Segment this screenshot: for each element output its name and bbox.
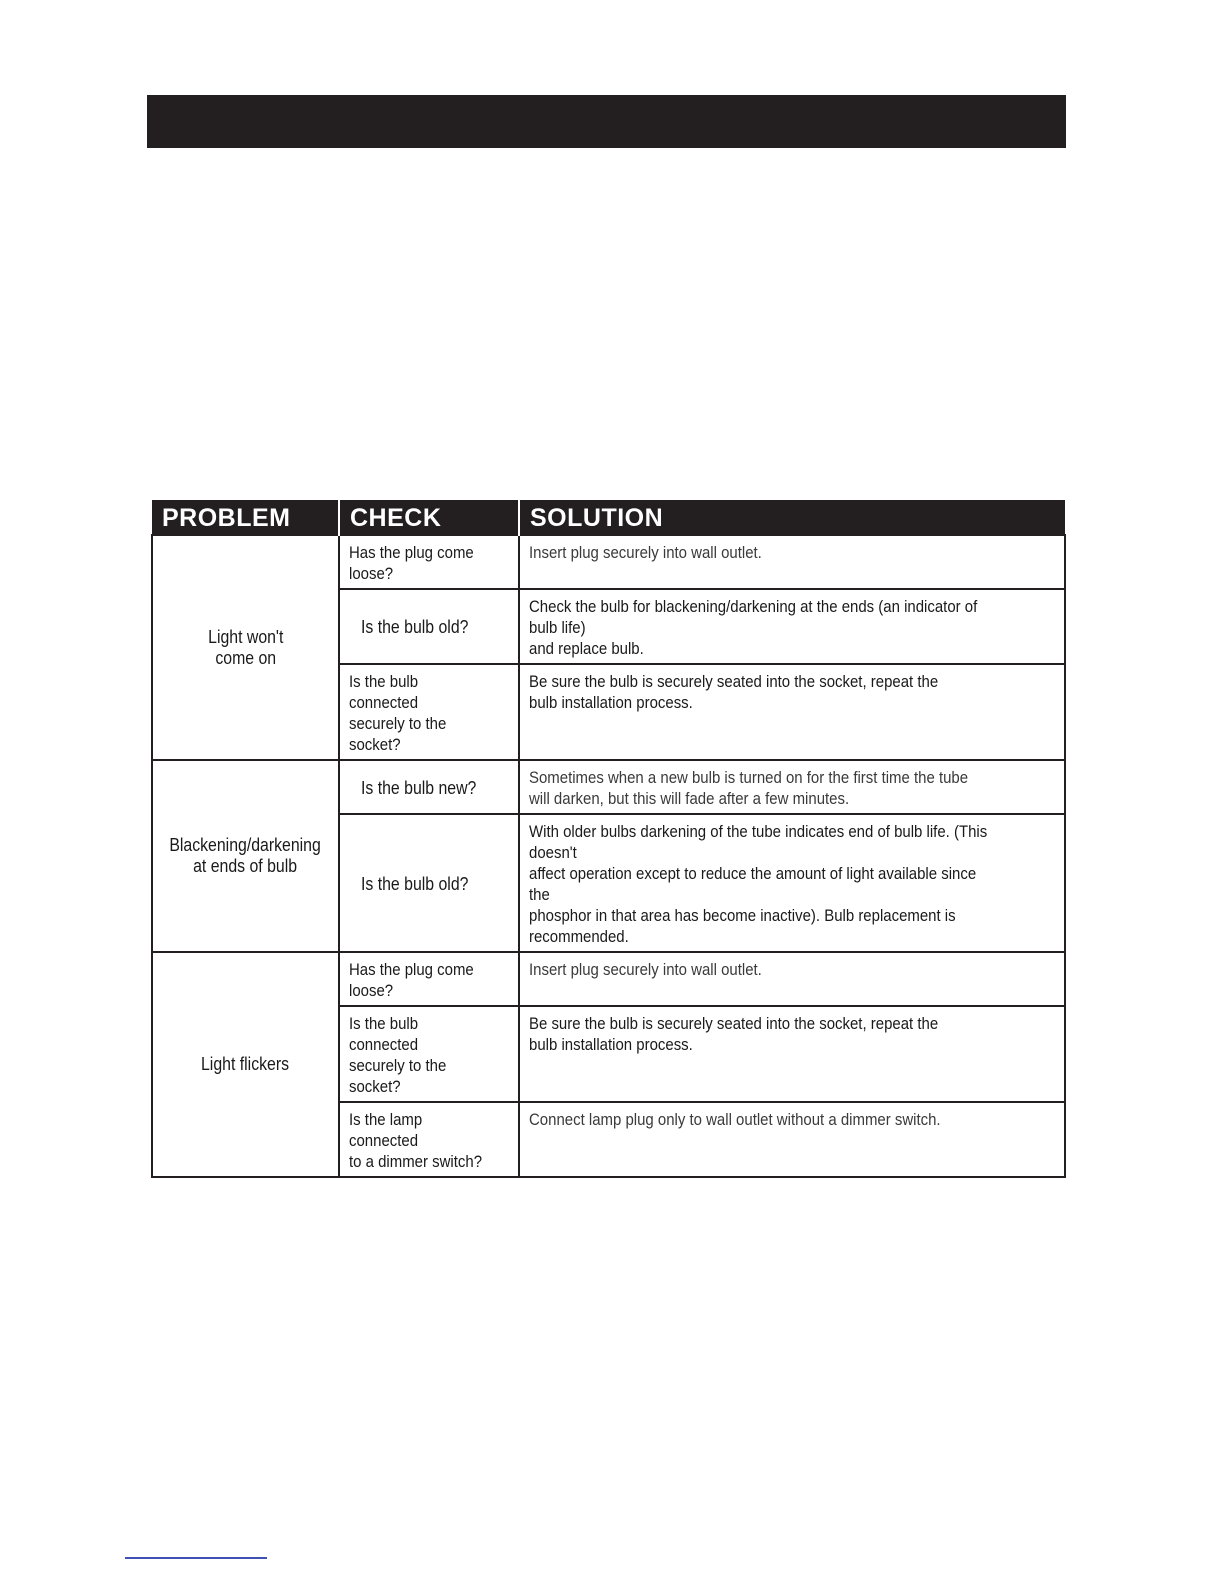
header-problem: PROBLEM [152,500,339,535]
problem-text: Blackening/darkening at ends of bulb [169,835,322,876]
troubleshooting-table [151,500,1066,1178]
check-cell [339,535,519,589]
check-text: Is the bulb new? [361,777,477,798]
table-row [152,952,1065,1006]
check-cell [339,664,519,760]
problem-text: Light flickers [201,1054,290,1074]
solution-cell [519,1102,1065,1177]
section-title-bar [147,95,1066,148]
solution-cell [519,952,1065,1006]
solution-cell [519,1006,1065,1102]
problem-cell [152,760,339,952]
problem-cell [152,952,339,1177]
check-cell [339,814,519,952]
header-check: CHECK [339,500,519,535]
check-text: Is the bulb old? [361,617,469,637]
solution-text: Check the bulb for blackening/darkening at the ends (an indicator of bulb life) and replace bulb. [529,597,978,658]
check-text: Is the bulb connected securely to the socket? [349,1014,447,1096]
solution-cell [519,664,1065,760]
table-header-row [152,500,1065,535]
check-cell [339,1102,519,1177]
check-cell [339,589,519,664]
solution-cell [519,535,1065,589]
check-cell [339,1006,519,1102]
check-cell [339,952,519,1006]
footer-divider [125,1557,267,1559]
check-text: Has the plug come loose? [349,960,474,1000]
solution-text: Sometimes when a new bulb is turned on for the first time the tube will darken, but this will fade after a few minutes. [529,768,969,808]
table-row [152,535,1065,589]
check-text: Is the lamp connected to a dimmer switch? [349,1110,483,1171]
check-cell [339,760,519,814]
solution-text: Be sure the bulb is securely seated into the socket, repeat the bulb installation process. [529,672,939,712]
solution-text: Connect lamp plug only to wall outlet without a dimmer switch. [529,1110,941,1129]
table-row [152,760,1065,814]
solution-text: With older bulbs darkening of the tube indicates end of bulb life. (This doesn't affect operation except to reduce the amount of light available since the phosphor in that area has become inactive). Bulb replacement is recommended. [529,822,988,946]
solution-cell [519,814,1065,952]
check-text: Is the bulb connected securely to the socket? [349,672,447,754]
solution-text: Be sure the bulb is securely seated into the socket, repeat the bulb installation process. [529,1014,939,1054]
problem-cell [152,535,339,760]
solution-cell [519,760,1065,814]
check-text: Has the plug come loose? [349,543,474,583]
header-solution: SOLUTION [519,500,1065,535]
problem-text: Light won't come on [207,626,284,668]
solution-text: Insert plug securely into wall outlet. [529,543,762,562]
solution-cell [519,589,1065,664]
solution-text: Insert plug securely into wall outlet. [529,960,762,979]
check-text: Is the bulb old? [361,873,469,894]
